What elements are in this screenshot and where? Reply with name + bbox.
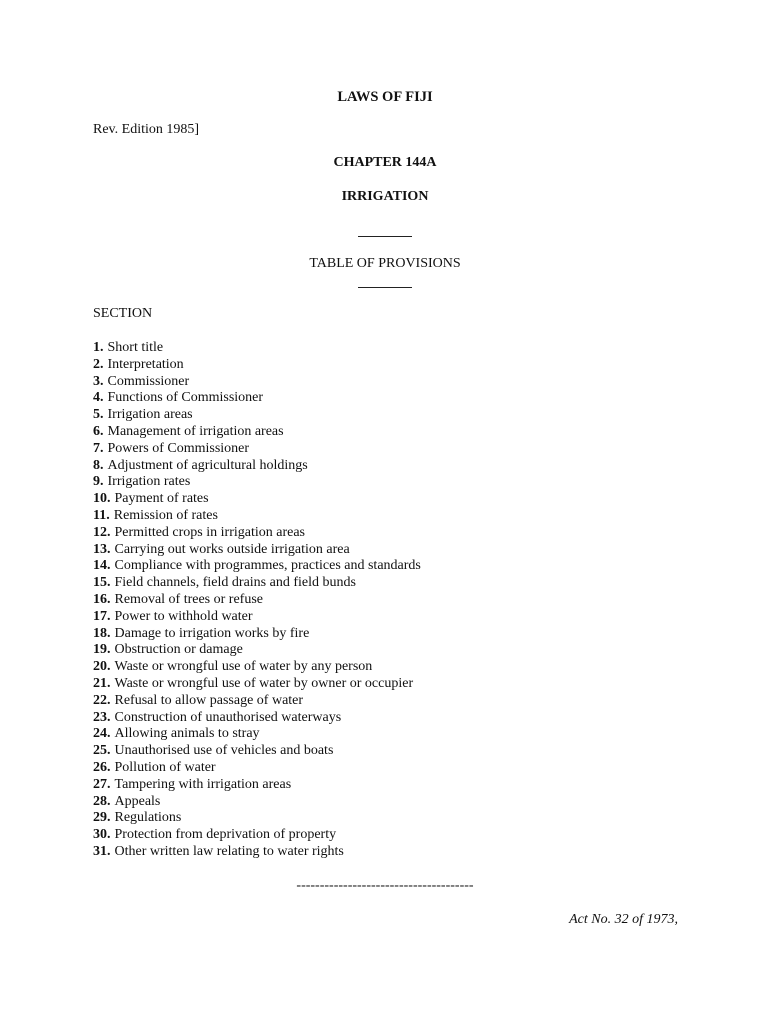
provision-title: Other written law relating to water rights [114,843,344,859]
provision-title: Short title [107,340,164,355]
provision-title: Interpretation [107,356,184,372]
provision-item [93,525,421,542]
provision-title: Waste or wrongful use of water by any person [114,659,373,675]
provision-number: 14. [93,558,111,574]
provision-title: Unauthorised use of vehicles and boats [114,743,334,759]
provision-number: 5. [93,407,104,423]
provision-item [93,844,421,861]
provision-item [93,340,421,357]
act-reference: Act No. 32 of 1973, [569,912,678,927]
provision-title: Damage to irrigation works by fire [114,625,310,641]
provision-number: 24. [93,726,111,742]
provision-number: 31. [93,843,111,859]
provision-title: Commissioner [107,373,190,389]
provision-item [93,558,421,575]
provision-item [93,827,421,844]
provision-title: Carrying out works outside irrigation area [114,541,350,557]
provision-number: 9. [93,474,104,490]
provision-item [93,424,421,441]
provision-title: Allowing animals to stray [114,726,260,742]
provision-title: Tampering with irrigation areas [114,776,292,792]
provision-number: 22. [93,692,111,708]
document-title: LAWS OF FIJI [337,89,433,105]
provision-number: 2. [93,356,104,372]
provision-number: 20. [93,659,111,675]
provision-title: Pollution of water [114,759,216,775]
provision-item [93,390,421,407]
edition-note: Rev. Edition 1985] [93,122,200,137]
provision-number: 4. [93,390,104,406]
provision-title: Irrigation rates [107,474,191,490]
provision-item [93,542,421,559]
provision-title: Protection from deprivation of property [114,827,337,843]
provision-title: Appeals [114,793,161,809]
provision-number: 27. [93,776,111,792]
provision-number: 1. [93,340,104,355]
separator-line: -------------------------------------- [296,878,474,893]
provision-item [93,592,421,609]
provision-item [93,374,421,391]
provision-number: 3. [93,373,104,389]
provision-title: Compliance with programmes, practices and standards [114,558,421,574]
provision-item [93,609,421,626]
provision-item [93,642,421,659]
provision-title: Payment of rates [114,491,209,507]
toc-heading: TABLE OF PROVISIONS [309,256,461,271]
provision-number: 23. [93,709,111,725]
provision-title: Refusal to allow passage of water [114,692,304,708]
provision-number: 6. [93,423,104,439]
provision-number: 25. [93,743,111,759]
provision-number: 28. [93,793,111,809]
provision-number: 11. [93,507,110,523]
provision-item [93,626,421,643]
provision-title: Power to withhold water [114,608,253,624]
provision-item [93,491,421,508]
provision-title: Powers of Commissioner [107,440,250,456]
provision-title: Obstruction or damage [114,642,243,658]
provision-number: 8. [93,457,104,473]
top-rule [358,236,412,237]
provision-title: Functions of Commissioner [107,390,264,406]
provision-item [93,659,421,676]
provision-item [93,760,421,777]
provision-number: 15. [93,575,111,591]
provision-number: 16. [93,591,111,607]
provision-number: 30. [93,827,111,843]
provision-item [93,726,421,743]
provision-item [93,710,421,727]
provision-title: Waste or wrongful use of water by owner or occupier [114,675,414,691]
provision-number: 26. [93,759,111,775]
section-label: SECTION [93,306,153,321]
subject-heading: IRRIGATION [341,189,429,204]
provision-number: 7. [93,440,104,456]
provision-title: Remission of rates [113,507,218,523]
provision-title: Regulations [114,810,182,826]
provision-title: Construction of unauthorised waterways [114,709,342,725]
provision-title: Removal of trees or refuse [114,591,263,607]
provision-number: 12. [93,524,111,540]
provision-number: 29. [93,810,111,826]
provision-item [93,407,421,424]
provision-item [93,575,421,592]
provision-item [93,676,421,693]
provision-number: 19. [93,642,111,658]
provision-number: 13. [93,541,111,557]
provision-number: 18. [93,625,111,641]
bottom-rule [358,287,412,288]
provision-title: Irrigation areas [107,407,193,423]
provision-item [93,810,421,827]
provision-title: Permitted crops in irrigation areas [114,524,305,540]
provision-item [93,474,421,491]
provision-title: Management of irrigation areas [107,423,284,439]
provision-item [93,458,421,475]
provision-item [93,743,421,760]
provision-item [93,777,421,794]
provision-item [93,693,421,710]
provisions-list [93,340,421,861]
provision-item [93,357,421,374]
provision-number: 17. [93,608,111,624]
provision-item [93,441,421,458]
provision-number: 10. [93,491,111,507]
provision-item [93,508,421,525]
provision-title: Field channels, field drains and field bunds [114,575,356,591]
chapter-heading: CHAPTER 144A [333,155,437,170]
provision-title: Adjustment of agricultural holdings [107,457,308,473]
provision-item [93,794,421,811]
provision-number: 21. [93,675,111,691]
